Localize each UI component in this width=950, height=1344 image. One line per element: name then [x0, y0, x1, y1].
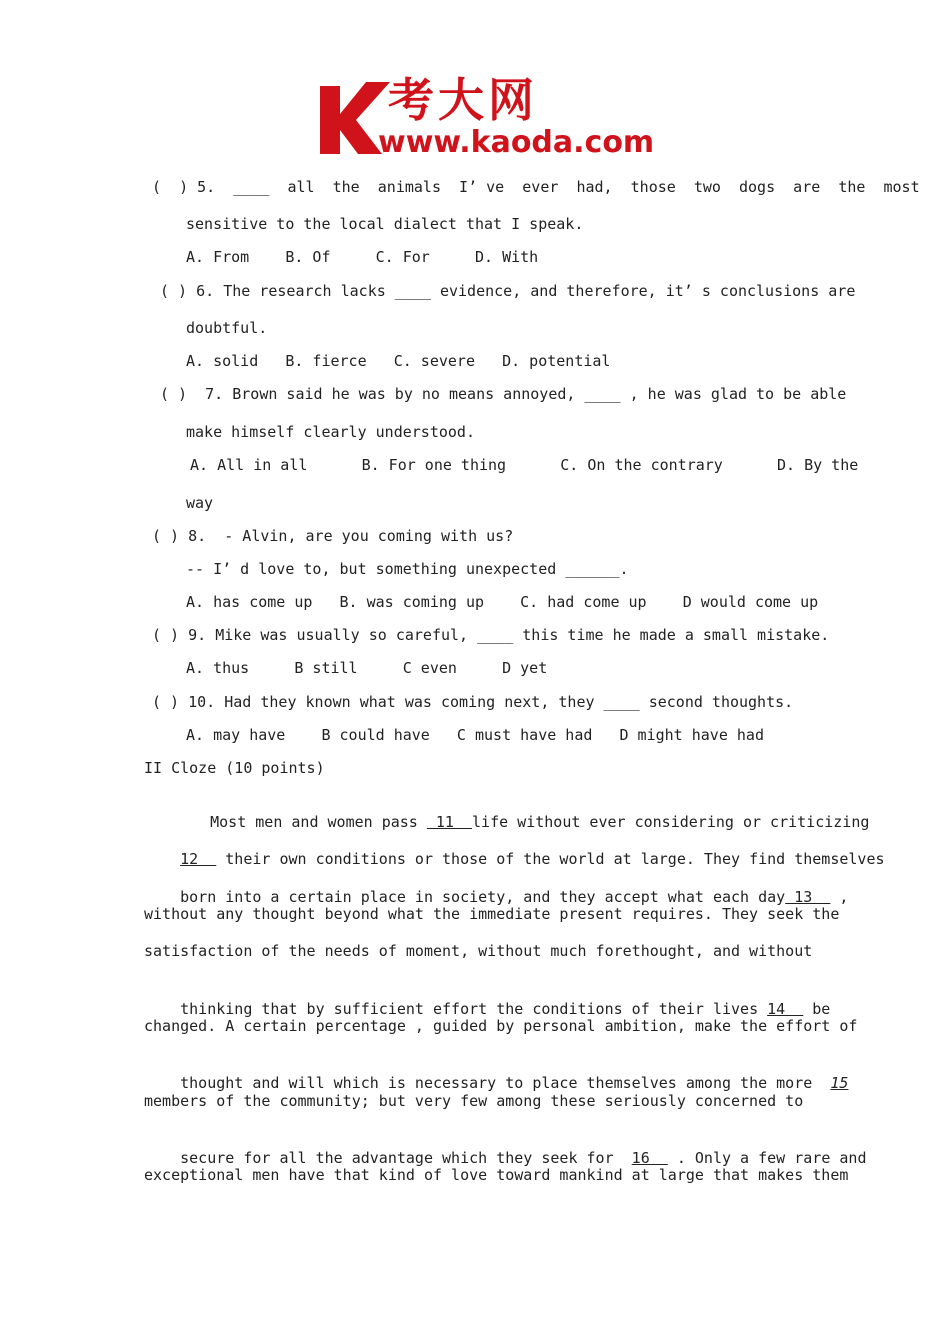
logo-url-text: www.kaoda.com: [378, 125, 655, 160]
cloze-blank-12[interactable]: 12: [180, 850, 217, 868]
cloze-text: ,: [830, 888, 849, 906]
question-7-stem-cont: make himself clearly understood.: [186, 423, 475, 441]
question-6-stem: ( ) 6. The research lacks ____ evidence, and therefore, it’ s conclusions are: [160, 282, 856, 300]
cloze-blank-14[interactable]: 14: [767, 1000, 804, 1018]
question-9-options: A. thus B still C even D yet: [186, 659, 548, 677]
cloze-line: satisfaction of the needs of moment, without much forethought, and without: [144, 942, 813, 960]
cloze-text: their own conditions or those of the world at large. They find themselves: [216, 850, 885, 868]
cloze-blank-13[interactable]: 13: [785, 888, 831, 906]
question-7-stem: ( ) 7. Brown said he was by no means annoyed, ____ , he was glad to be able: [160, 385, 847, 403]
question-8-stem-cont: -- I’ d love to, but something unexpected ______.: [186, 560, 629, 578]
question-9-stem: ( ) 9. Mike was usually so careful, ____ this time he made a small mistake.: [152, 626, 830, 644]
cloze-blank-11[interactable]: 11: [426, 813, 473, 831]
question-5-stem-cont: sensitive to the local dialect that I speak.: [186, 215, 584, 233]
question-5-options: A. From B. Of C. For D. With: [186, 248, 539, 266]
cloze-text: . Only a few rare and: [667, 1149, 867, 1167]
cloze-heading: II Cloze (10 points): [144, 759, 325, 777]
cloze-text: born into a certain place in society, and they accept what each day: [180, 888, 786, 906]
question-7-options: A. All in all B. For one thing C. On the contrary D. By the: [190, 456, 859, 474]
cloze-blank-16[interactable]: 16: [631, 1149, 668, 1167]
cloze-blank-15[interactable]: 15: [830, 1074, 849, 1092]
question-6-options: A. solid B. fierce C. severe D. potential: [186, 352, 611, 370]
cloze-line: changed. A certain percentage , guided by personal ambition, make the effort of: [144, 1017, 858, 1035]
question-5-stem: ( ) 5. ____ all the animals I’ ve ever had, those two dogs are the most: [152, 178, 920, 196]
cloze-text: be: [803, 1000, 831, 1018]
cloze-text: thought and will which is necessary to place themselves among the more: [180, 1074, 831, 1092]
cloze-line: without any thought beyond what the immediate present requires. They seek the: [144, 905, 840, 923]
question-8-stem: ( ) 8. - Alvin, are you coming with us?: [152, 527, 514, 545]
question-8-options: A. has come up B. was coming up C. had come up D would come up: [186, 593, 819, 611]
question-10-stem: ( ) 10. Had they known what was coming next, they ____ second thoughts.: [152, 693, 794, 711]
cloze-text: secure for all the advantage which they seek for: [180, 1149, 632, 1167]
question-10-options: A. may have B could have C must have had D might have had: [186, 726, 764, 744]
question-7-options-cont: way: [186, 494, 214, 512]
cloze-line: exceptional men have that kind of love toward mankind at large that makes them: [144, 1166, 849, 1184]
cloze-text: thinking that by sufficient effort the conditions of their lives: [180, 1000, 768, 1018]
kaoda-logo[interactable]: [318, 73, 655, 160]
cloze-text: Most men and women pass: [210, 813, 427, 831]
cloze-text: life without ever considering or criticizing: [472, 813, 870, 831]
logo-chinese-text: 考大网: [388, 73, 538, 127]
cloze-line: members of the community; but very few among these seriously concerned to: [144, 1092, 804, 1110]
question-6-stem-cont: doubtful.: [186, 319, 268, 337]
